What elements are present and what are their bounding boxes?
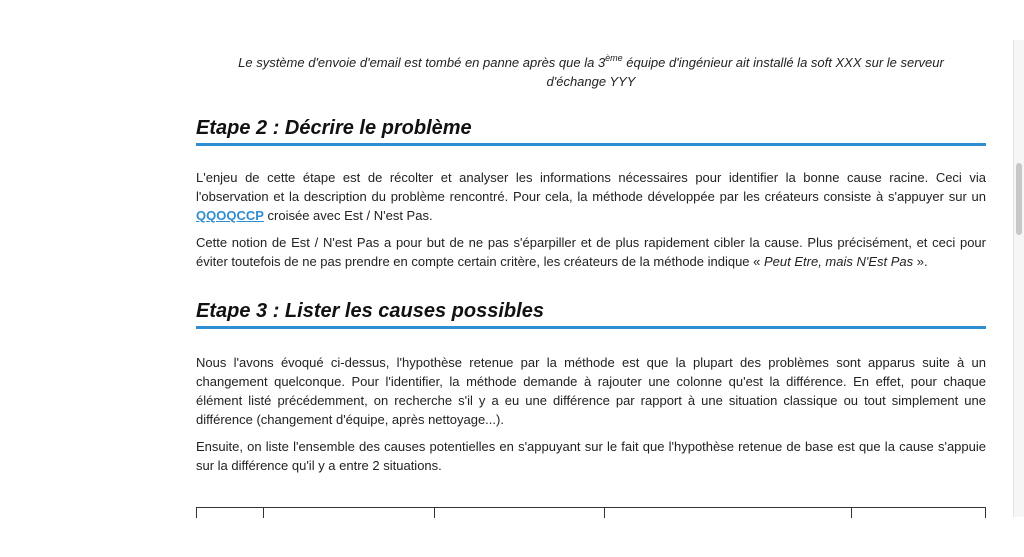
- etape-2-p2-quote: Peut Etre, mais N'Est Pas: [764, 254, 914, 269]
- vertical-scrollbar[interactable]: [1013, 40, 1024, 517]
- etape-2-paragraph-1: [196, 168, 986, 225]
- intro-text-end: équipe d'ingénieur ait installé la soft XXX sur le serveur d'échange YYY: [546, 55, 944, 89]
- etape-2-p1-text-start: L'enjeu de cette étape est de récolter et analyser les informations nécessaires pour identifier la bonne cause racine. Ceci via l'observation et la description du problème rencontré. Pour cela, la méthode développée par les créateurs consiste à s'appuyer sur un: [196, 170, 986, 204]
- etape-2-p2-text-end: ».: [913, 254, 928, 269]
- table-column-border: [851, 508, 852, 518]
- etape-2-p2-text-start: Cette notion de Est / N'est Pas a pour but de ne pas s'éparpiller et de plus rapidement cibler la cause. Plus précisément, et ceci pour éviter toutefois de ne pas prendre en compte certain critère, les créateurs de la méthode indique «: [196, 235, 986, 269]
- intro-superscript: ème: [605, 52, 623, 63]
- heading-etape-3: Etape 3 : Lister les causes possibles: [196, 298, 986, 329]
- article-content: [196, 53, 986, 475]
- etape-2-p1-text-end: croisée avec Est / N'est Pas.: [263, 208, 433, 223]
- qqoqccp-link[interactable]: QQOQCCP: [196, 208, 264, 223]
- heading-etape-2: Etape 2 : Décrire le problème: [196, 115, 986, 146]
- table-column-border: [196, 508, 197, 518]
- etape-3-paragraph-1: Nous l'avons évoqué ci-dessus, l'hypothèse retenue par la méthode est que la plupart des problèmes sont apparus suite à un changement quelconque. Pour l'identifier, la méthode demande à rajouter une colonne qu'est la différence. En effet, pour chaque élément listé précédemment, on recherche s'il y a eu une différence par rapport à une situation classique ou tout simplement une différence (changement d'équipe, après nettoyage...).: [196, 355, 986, 427]
- table-column-border: [263, 508, 264, 518]
- causes-table-top: [196, 507, 986, 518]
- table-column-border: [985, 508, 986, 518]
- intro-text-start: Le système d'envoie d'email est tombé en panne après que la 3: [238, 55, 606, 70]
- table-column-border: [434, 508, 435, 518]
- table-column-border: [604, 508, 605, 518]
- etape-2-paragraph-2: [196, 233, 986, 271]
- etape-3-paragraph-2: Ensuite, on liste l'ensemble des causes potentielles en s'appuyant sur le fait que l'hypothèse retenue de base est que la cause s'appuie sur la différence qu'il y a entre 2 situations.: [196, 439, 986, 473]
- scrollbar-thumb[interactable]: [1016, 163, 1022, 235]
- intro-caption: [196, 53, 986, 91]
